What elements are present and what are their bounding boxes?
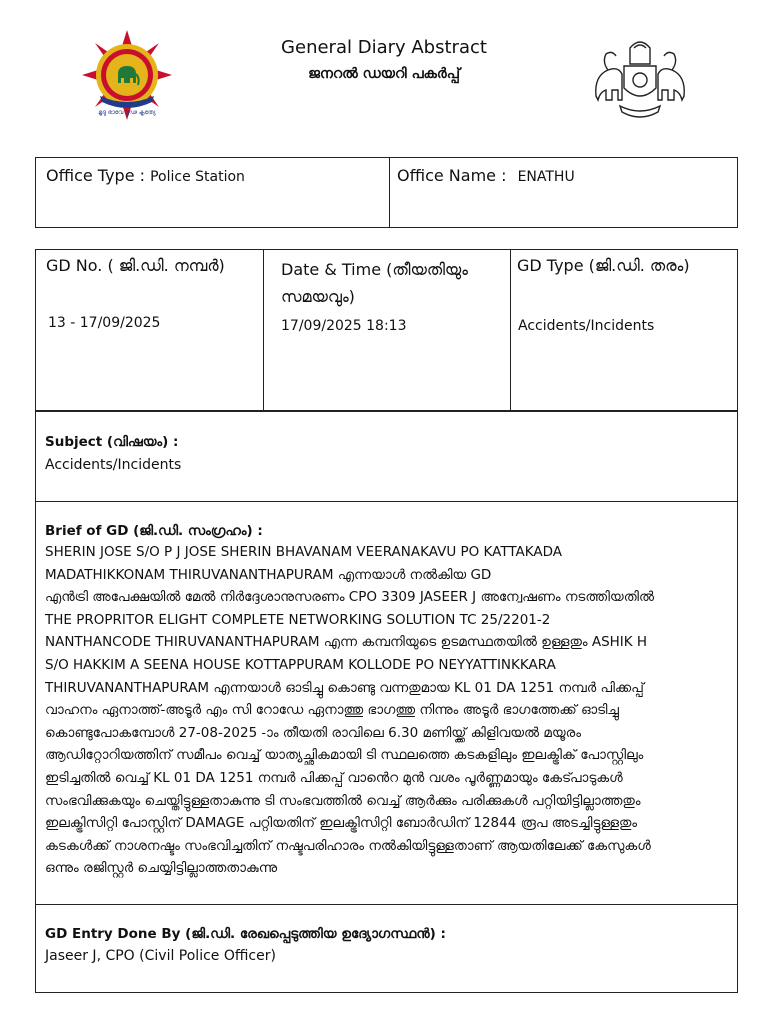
gd-type-label: GD Type (ജി.ഡി. തരം) <box>517 256 690 275</box>
brief-line: കടകൾക്ക് നാശനഷ്ടം സംഭവിച്ചതിന് നഷ്ടപരിഹാരം നൽകിയിട്ടുള്ളതാണ് ആയതിലേക്ക് കേസുകൾ <box>45 837 651 854</box>
brief-line: S/O HAKKIM A SEENA HOUSE KOTTAPPURAM KOLLODE PO NEYYATTINKKARA <box>45 656 556 673</box>
gd-datetime-label: Date & Time (തീയതിയും സമയവും) <box>281 260 468 306</box>
brief-line: THIRUVANANTHAPURAM എന്നയാൾ ഓടിച്ചു കൊണ്ടു വന്നതുമായ KL 01 DA 1251 നമ്പർ പിക്കപ്പ് <box>45 679 644 696</box>
page-title: General Diary Abstract <box>281 37 487 58</box>
brief-line: വാഹനം ഏനാത്ത്-അടൂർ എം സി റോഡേ ഏനാത്തു ഭാഗത്തു നിന്നും അടൂർ ഭാഗത്തേക്ക് ഓടിച്ചു <box>45 702 619 719</box>
brief-line: ഒന്നും രജിസ്റ്റർ ചെയ്യിട്ടില്ലാത്തതാകുന്നു <box>45 860 278 877</box>
brief-text <box>45 541 733 880</box>
brief-line: NANTHANCODE THIRUVANANTHAPURAM എന്ന കമ്പനിയുടെ ഉടമസ്ഥതയിൽ ഉള്ളതും ASHIK H <box>45 634 648 651</box>
entry-value: Jaseer J, CPO (Civil Police Officer) <box>45 948 276 964</box>
emblem-motto: മൃദു ഭാവേ ദൃഢ കൃത്യേ <box>98 109 156 116</box>
office-name-label: Office Name : <box>397 166 507 185</box>
page-subtitle: ജനറൽ ഡയറി പകർപ്പ് <box>308 66 460 82</box>
office-box <box>35 157 738 228</box>
kerala-state-emblem <box>592 26 688 124</box>
gd-no-label: GD No. ( ജി.ഡി. നമ്പർ) <box>46 256 225 275</box>
brief-line: SHERIN JOSE S/O P J JOSE SHERIN BHAVANAM VEERANAKAVU PO KATTAKADA <box>45 544 563 560</box>
gd-no-value: 13 - 17/09/2025 <box>48 315 161 331</box>
subject-value: Accidents/Incidents <box>45 457 182 473</box>
brief-line: കൊണ്ടുപോകമ്പോൾ 27-08-2025 -ാം തീയതി രാവിലെ 6.30 മണിയ്ക്ക് കിളിവയൽ മയൂരം <box>45 724 581 741</box>
gd-type-value: Accidents/Incidents <box>518 318 655 334</box>
office-type-value: Police Station <box>150 169 245 185</box>
brief-label: Brief of GD (ജി.ഡി. സംഗ്രഹം) : <box>45 523 263 539</box>
brief-line: സംഭവിക്കുകയും ചെയ്തിട്ടുള്ളതാകുന്നു ടി സംഭവത്തിൽ വെച്ച് ആർക്കും പരിക്കുകൾ പറ്റിയിട്ടില്ലാത്തതും <box>45 792 641 809</box>
brief-line: MADATHIKKONAM THIRUVANANTHAPURAM എന്നയാൾ നൽകിയ GD <box>45 566 492 583</box>
subject-label: Subject (വിഷയം) : <box>45 434 179 450</box>
brief-line: ആഡിറ്റോറിയത്തിന് സമീപം വെച്ച് യാത്യച്ഛികമായി ടി സ്ഥലത്തെ കടകളിലും ഇലക്ട്രിക് പോസ്റ്റിലും <box>45 747 644 764</box>
brief-line: THE PROPRITOR ELIGHT COMPLETE NETWORKING SOLUTION TC 25/2201-2 <box>45 611 551 628</box>
office-name-value: ENATHU <box>517 169 575 185</box>
entry-label: GD Entry Done By (ജി.ഡി. രേഖപ്പെടുത്തിയ ഉദ്യോഗസ്ഥൻ) : <box>45 926 446 942</box>
brief-line: ഇടിച്ചതിൽ വെച്ച് KL 01 DA 1251 നമ്പർ പിക്കപ്പ് വാൻെറ മുൻ വശം പൂർണ്ണമായും കേട്പാടുകൾ <box>45 769 623 786</box>
gd-datetime-value: 17/09/2025 18:13 <box>281 318 407 334</box>
brief-line: ഇലക്ട്രിസിറ്റി പോസ്റ്റിന് DAMAGE പറ്റിയതിന് ഇലക്ട്രിസിറ്റി ബോർഡിന് 12844 രൂപ അടച്ചിട്ടുള്ളതും <box>45 815 638 832</box>
gd-box <box>35 249 738 993</box>
brief-line: എൻട്രി അപേക്ഷയിൽ മേൽ നിർദ്ദേശാനുസരണം CPO 3309 JASEER J അന്വേഷണം നടത്തിയതിൽ <box>45 589 655 606</box>
office-type-label: Office Type : <box>46 166 146 185</box>
